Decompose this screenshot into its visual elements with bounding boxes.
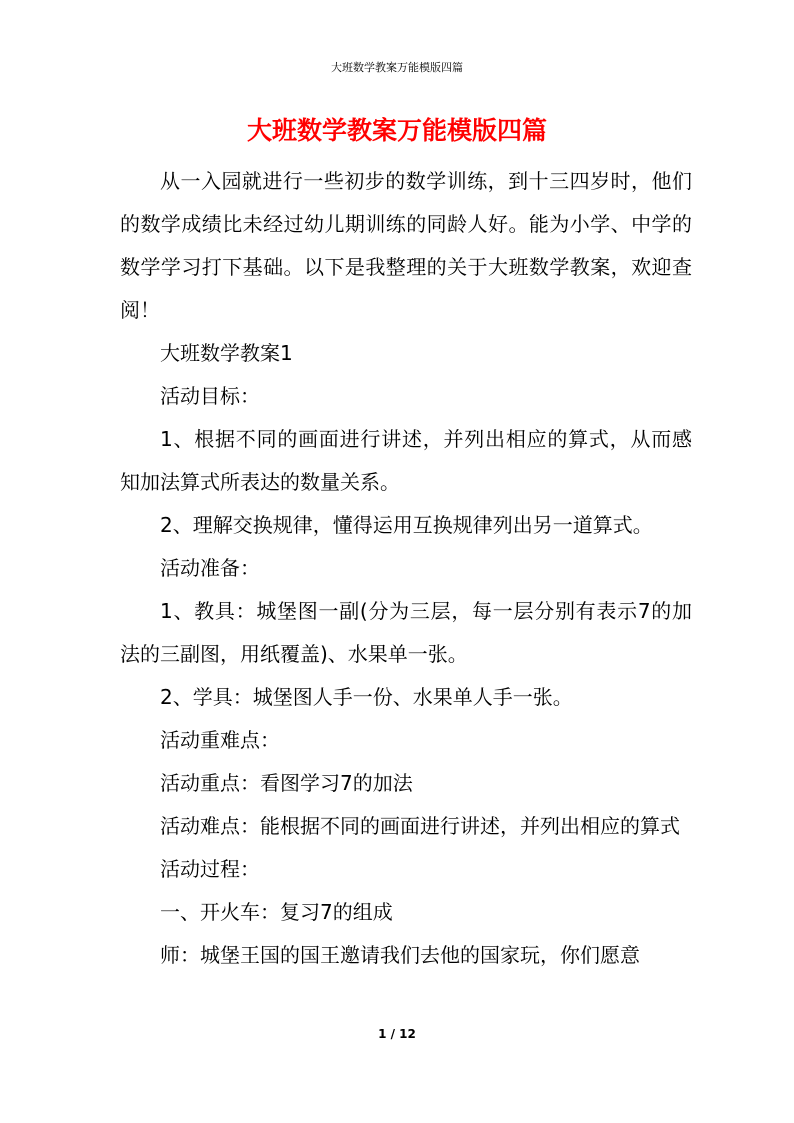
goal-item-1: 1、根据不同的画面进行讲述，并列出相应的算式，从而感知加法算式所表达的数量关系。 bbox=[120, 427, 692, 494]
key-point: 活动重点：看图学习7的加法 bbox=[160, 771, 413, 795]
lesson-heading: 大班数学教案1 bbox=[160, 341, 293, 365]
running-header: 大班数学教案万能模版四篇 bbox=[331, 61, 463, 74]
difficult-point: 活动难点：能根据不同的画面进行讲述，并列出相应的算式 bbox=[160, 814, 680, 838]
page-number: 1 / 12 bbox=[378, 1027, 416, 1041]
process-step-1: 一、开火车：复习7的组成 bbox=[160, 900, 393, 924]
goal-item-2: 2、理解交换规律，懂得运用互换规律列出另一道算式。 bbox=[160, 513, 653, 537]
document-body bbox=[120, 160, 692, 977]
section-heading-preparation: 活动准备： bbox=[160, 556, 260, 580]
teacher-dialogue: 师：城堡王国的国王邀请我们去他的国家玩，你们愿意 bbox=[160, 943, 640, 967]
document-title: 大班数学教案万能模版四篇 bbox=[246, 116, 547, 145]
section-heading-goals: 活动目标： bbox=[160, 384, 260, 408]
preparation-item-1: 1、教具：城堡图一副(分为三层，每一层分别有表示7的加法的三副图，用纸覆盖)、水果单一张。 bbox=[120, 599, 692, 666]
preparation-item-2: 2、学具：城堡图人手一份、水果单人手一张。 bbox=[160, 685, 573, 709]
intro-paragraph: 从一入园就进行一些初步的数学训练，到十三四岁时，他们的数学成绩比未经过幼儿期训练的同龄人好。能为小学、中学的数学学习打下基础。以下是我整理的关于大班数学教案，欢迎查阅！ bbox=[120, 169, 692, 322]
section-heading-key-points: 活动重难点： bbox=[160, 728, 280, 752]
section-heading-process: 活动过程： bbox=[160, 857, 260, 881]
